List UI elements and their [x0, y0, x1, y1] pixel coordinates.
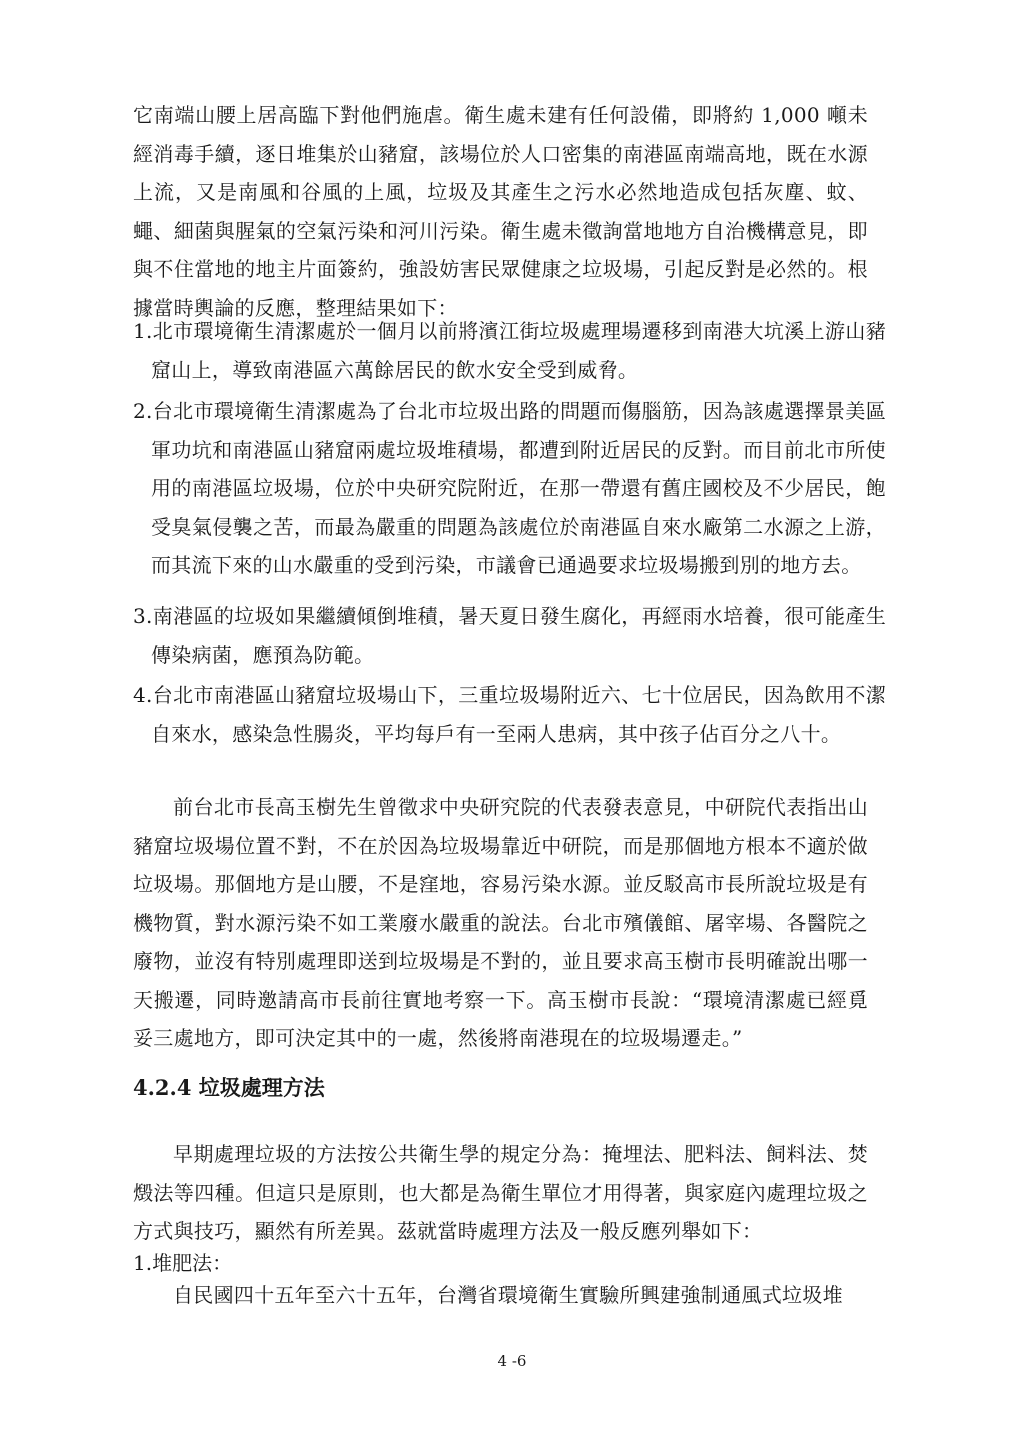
page-number: 4 -6	[497, 1352, 527, 1370]
list-item-4: 4.台北市南港區山豬窟垃圾場山下，三重垃圾場附近六、七十位居民，因為飲用不潔自來水，感染急性腸炎，平均每戶有一至兩人患病，其中孩子佔百分之八十。	[133, 683, 886, 746]
list-item-3: 3.南港區的垃圾如果繼續傾倒堆積，暑天夏日發生腐化，再經雨水培養，很可能產生傳染病菌，應預為防範。	[133, 604, 886, 667]
list-item-1: 1.北市環境衛生清潔處於一個月以前將濱江街垃圾處理場遷移到南港大坑溪上游山豬窟山上，導致南港區六萬餘居民的飲水安全受到威脅。	[133, 319, 886, 382]
paragraph-methods: 早期處理垃圾的方法按公共衛生學的規定分為：掩埋法、肥料法、飼料法、焚燬法等四種。但這只是原則，也大都是為衛生單位才用得著，與家庭內處理垃圾之方式與技巧，顯然有所差異。茲就當時處理方法及一般反應列舉如下：	[133, 1142, 868, 1243]
section-heading: 4.2.4 垃圾處理方法	[133, 1075, 325, 1100]
paragraph-intro: 它南端山腰上居高臨下對他們施虐。衛生處未建有任何設備，即將約 1,000 噸未經消毒手續，逐日堆集於山豬窟，該場位於人口密集的南港區南端高地，既在水源上流，又是南風和谷風的上風，垃圾及其產生之污水必然地造成包括灰塵、蚊、蠅、細菌與腥氣的空氣污染和河川污染。衛生處未徵詢當地地方自治機構意見，即與不住當地的地主片面簽約，強設妨害民眾健康之垃圾場，引起反對是必然的。根據當時輿論的反應，整理結果如下：	[133, 103, 868, 320]
paragraph-compost: 自民國四十五年至六十五年，台灣省環境衛生實驗所興建強制通風式垃圾堆	[173, 1283, 843, 1307]
subsection-compost: 1.堆肥法：	[133, 1251, 233, 1275]
list-item-2: 2.台北市環境衛生清潔處為了台北市垃圾出路的問題而傷腦筋，因為該處選擇景美區軍功坑和南港區山豬窟兩處垃圾堆積場，都遭到附近居民的反對。而目前北市所使用的南港區垃圾場，位於中央研究院附近，在那一帶還有舊庄國校及不少居民，飽受臭氣侵襲之苦，而最為嚴重的問題為該處位於南港區自來水廠第二水源之上游，而其流下來的山水嚴重的受到污染，市議會已通過要求垃圾場搬到別的地方去。	[133, 399, 886, 577]
paragraph-mayor: 前台北市長高玉樹先生曾徵求中央研究院的代表發表意見，中研院代表指出山豬窟垃圾場位置不對，不在於因為垃圾場靠近中研院，而是那個地方根本不適於做垃圾場。那個地方是山腰，不是窪地，容易污染水源。並反駁高市長所說垃圾是有機物質，對水源污染不如工業廢水嚴重的說法。台北市殯儀館、屠宰場、各醫院之廢物，並沒有特別處理即送到垃圾場是不對的，並且要求高玉樹市長明確說出哪一天搬遷，同時邀請高市長前往實地考察一下。高玉樹市長說：“環境清潔處已經覓妥三處地方，即可決定其中的一處，然後將南港現在的垃圾場遷走。”	[133, 795, 868, 1050]
